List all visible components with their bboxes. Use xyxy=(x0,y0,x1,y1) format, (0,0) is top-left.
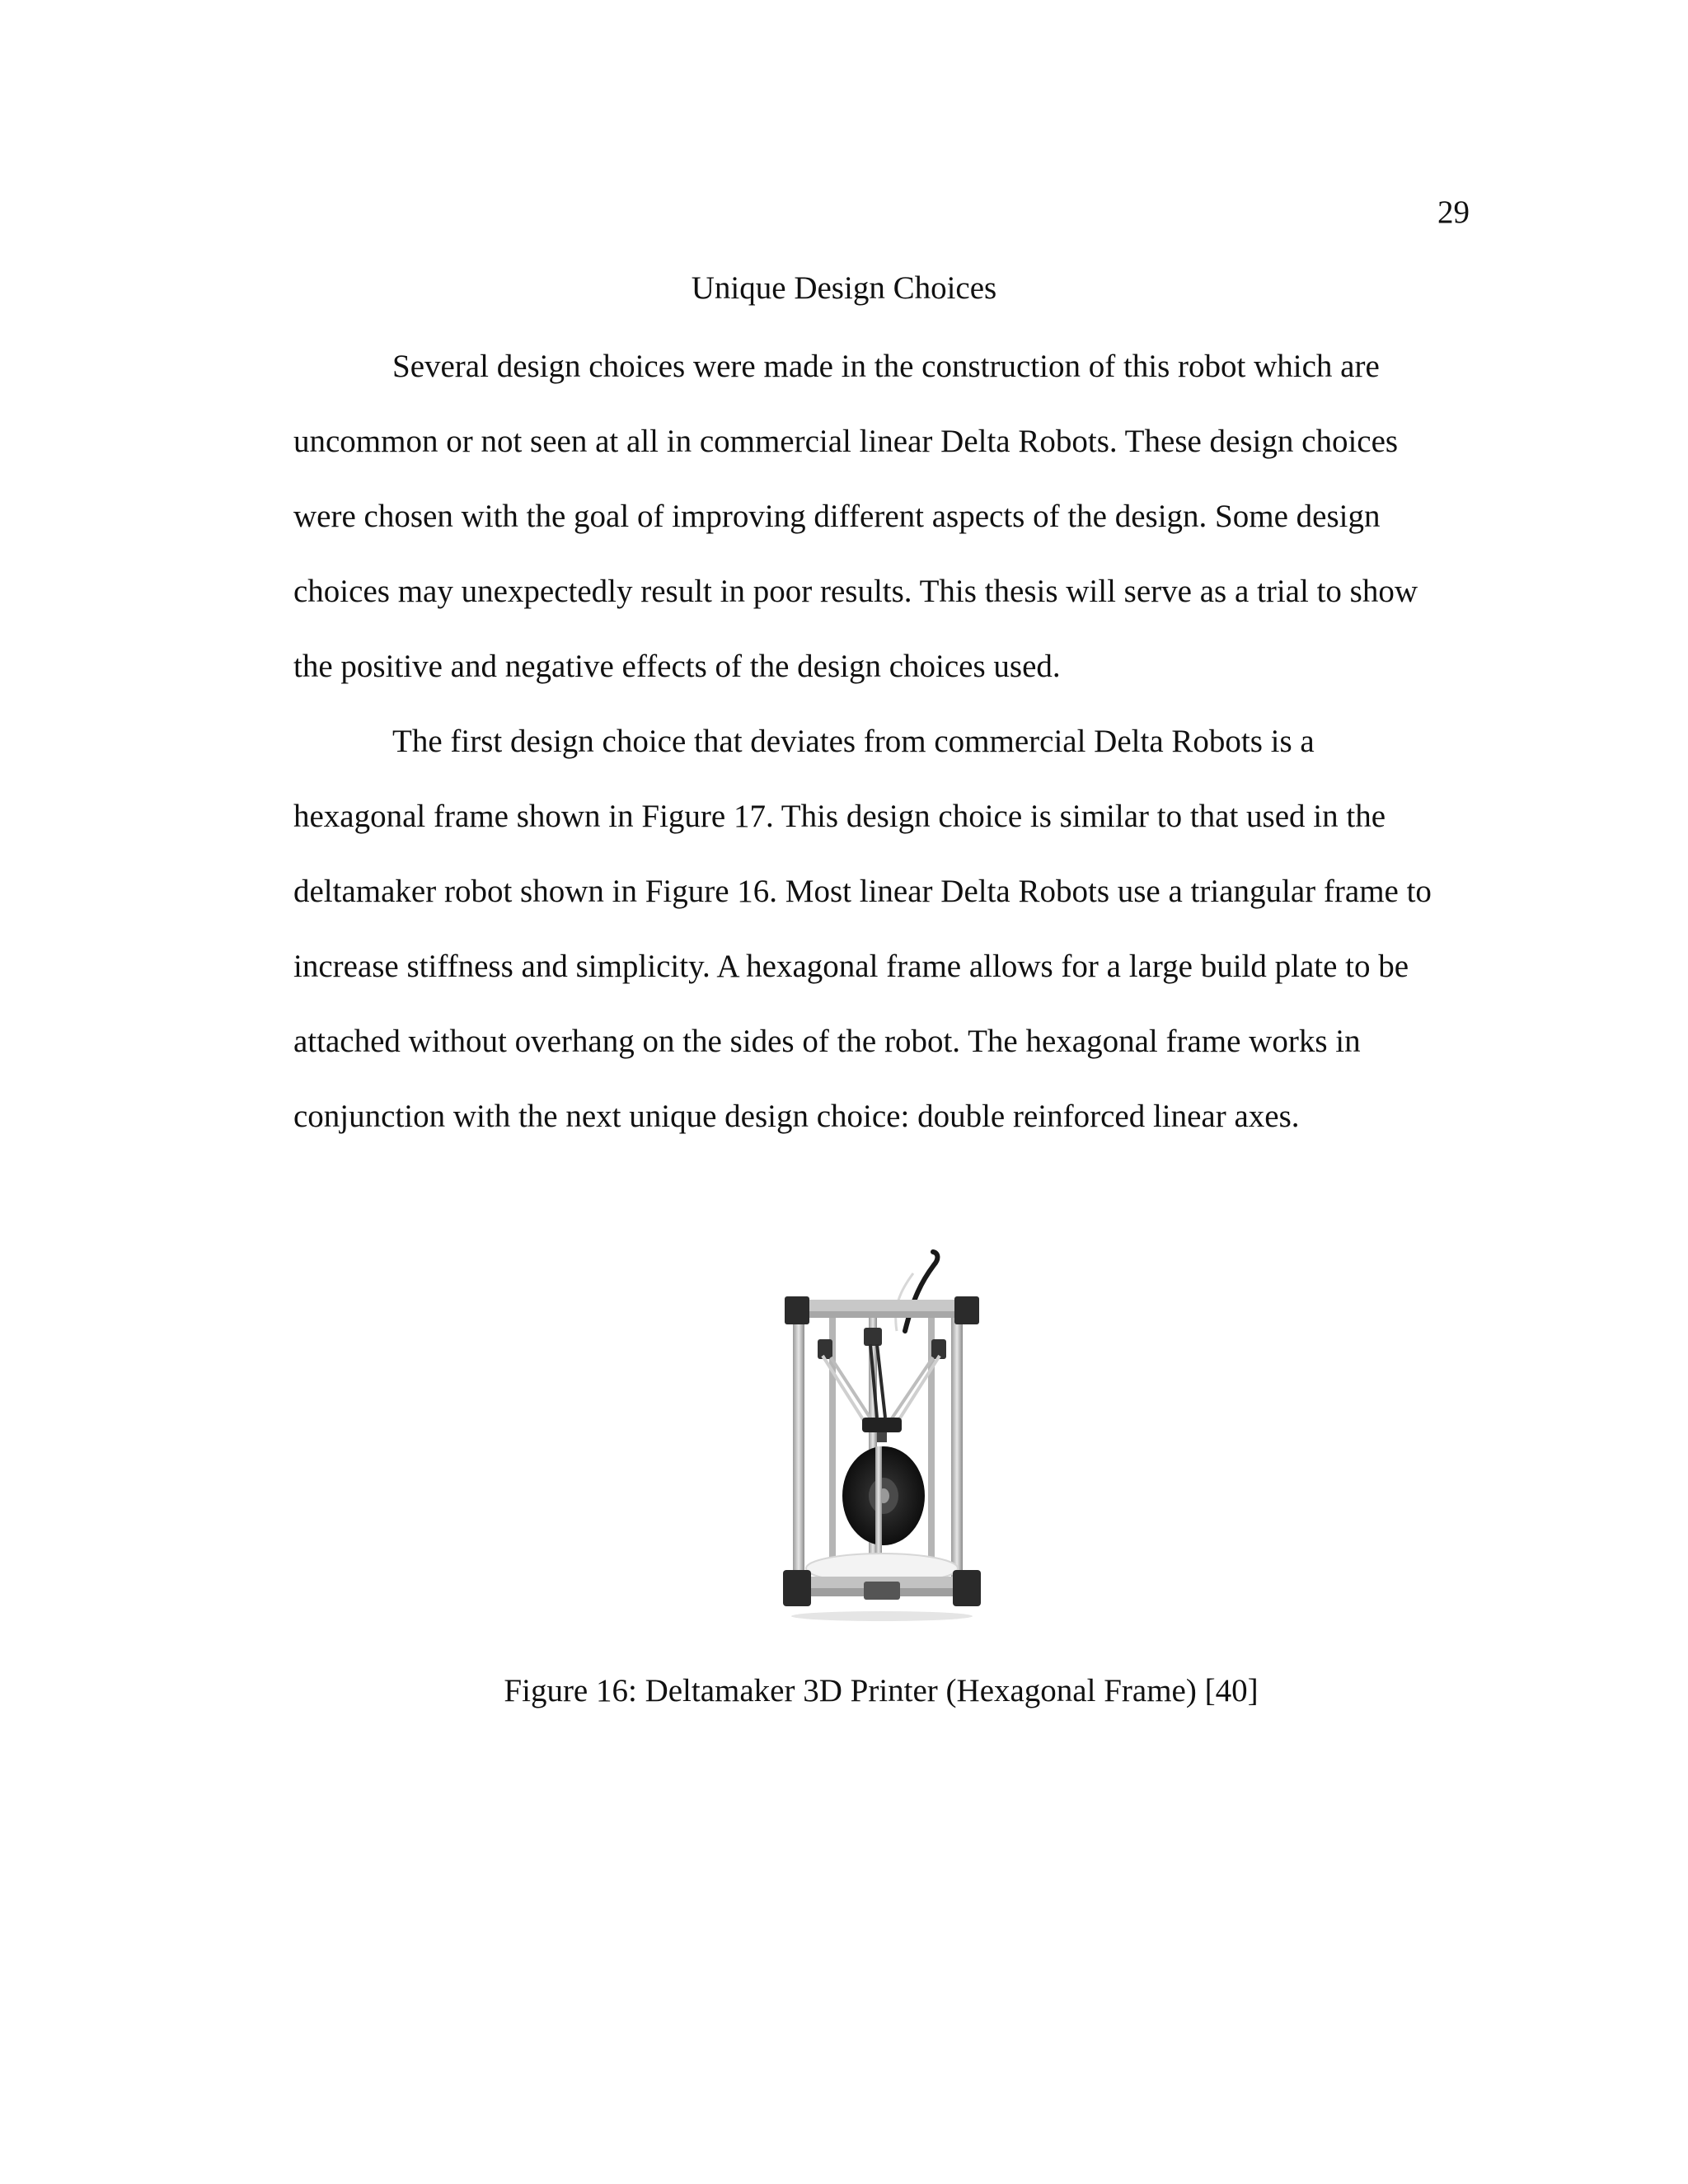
paragraph-line: The first design choice that deviates from commercial Delta Robots is a xyxy=(392,724,1315,759)
paragraph-line: were chosen with the goal of improving different aspects of the design. Some design xyxy=(293,499,1381,534)
paragraph-line: choices may unexpectedly result in poor results. This thesis will serve as a trial to show xyxy=(293,574,1418,609)
figure-caption: Figure 16: Deltamaker 3D Printer (Hexagonal Frame) [40] xyxy=(504,1673,1259,1708)
section-heading: Unique Design Choices xyxy=(691,270,997,306)
paragraph-line: uncommon or not seen at all in commercial linear Delta Robots. These design choices xyxy=(293,424,1399,459)
deltamaker-printer-figure xyxy=(781,1249,982,1624)
paragraph-line: Several design choices were made in the construction of this robot which are xyxy=(392,349,1380,384)
page-number: 29 xyxy=(1437,194,1470,230)
paragraph-line: deltamaker robot shown in Figure 16. Most linear Delta Robots use a triangular frame to xyxy=(293,874,1432,909)
paragraph-line: increase stiffness and simplicity. A hexagonal frame allows for a large build plate to be xyxy=(293,949,1409,984)
paragraph-line: the positive and negative effects of the design choices used. xyxy=(293,649,1061,684)
paragraph-line: hexagonal frame shown in Figure 17. This design choice is similar to that used in the xyxy=(293,799,1386,834)
paragraph-line: attached without overhang on the sides of the robot. The hexagonal frame works in xyxy=(293,1024,1361,1059)
body-text xyxy=(293,344,1443,1169)
paragraph-line: conjunction with the next unique design choice: double reinforced linear axes. xyxy=(293,1099,1300,1134)
